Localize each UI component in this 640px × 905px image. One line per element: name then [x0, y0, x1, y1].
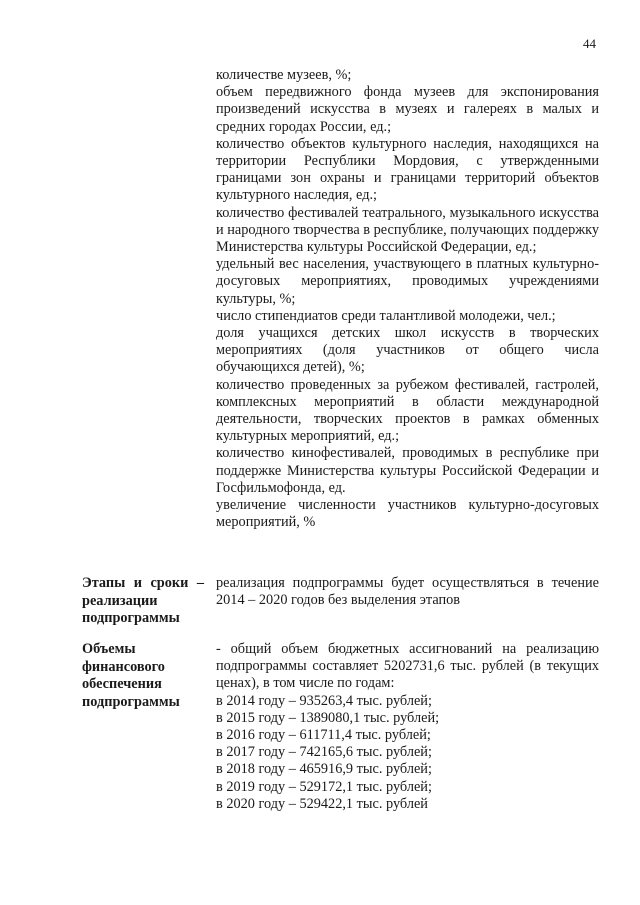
indicators-list	[216, 67, 599, 531]
funding-label	[82, 641, 204, 711]
indicator-item: доля учащихся детских школ искусств в творческих мероприятиях (доля участников от общего числа обучающихся детей), %;	[216, 325, 599, 376]
funding-label-line: обеспечения	[82, 676, 162, 692]
stages-label-line: реализации	[82, 592, 158, 609]
indicator-item: количестве музеев, %;	[216, 67, 352, 83]
indicator-item: число стипендиатов среди талантливой молодежи, чел.;	[216, 307, 556, 324]
indicator-item: увеличение численности участников культурно-досуговых мероприятий, %	[216, 497, 599, 531]
page-number: 44	[583, 36, 596, 51]
stages-label	[82, 575, 204, 628]
indicator-item: удельный вес населения, участвующего в платных культурно-досуговых мероприятиях, проводимых учреждениями культуры, %;	[216, 256, 599, 307]
stages-label-line: подпрограммы	[82, 610, 180, 626]
funding-label-line: финансового	[82, 658, 165, 675]
stages-label-line: Этапы и сроки –	[82, 575, 204, 591]
indicator-item: количество кинофестивалей, проводимых в республике при поддержке Министерства культуры Российской Федерации и Госфильмофонда, ед.	[216, 445, 599, 496]
funding-year-item: в 2019 году – 529172,1 тыс. рублей;	[216, 778, 432, 795]
stages-row	[82, 575, 599, 635]
funding-label-line: Объемы	[82, 641, 136, 657]
indicator-item: количество фестивалей театрального, музыкального искусства и народного творчества в республике, получающих поддержку Министерства культуры Российской Федерации, ед.;	[216, 204, 599, 256]
indicator-item: количество проведенных за рубежом фестивалей, гастролей, комплексных мероприятий в области международной деятельности, творческих проектов в рамках обменных культурных мероприятий, ед.;	[216, 376, 599, 445]
funding-year-item: в 2020 году – 529422,1 тыс. рублей	[216, 795, 428, 812]
funding-value	[216, 641, 599, 813]
funding-year-item: в 2016 году – 611711,4 тыс. рублей;	[216, 727, 431, 744]
stages-text: реализация подпрограммы будет осуществляться в течение 2014 – 2020 годов без выделения этапов	[216, 575, 599, 609]
funding-year-item: в 2015 году – 1389080,1 тыс. рублей;	[216, 709, 440, 726]
funding-year-item: в 2014 году – 935263,4 тыс. рублей;	[216, 692, 432, 709]
funding-label-line: подпрограммы	[82, 693, 180, 710]
funding-row	[82, 641, 599, 851]
stages-value	[216, 575, 599, 609]
funding-year-item: в 2018 году – 465916,9 тыс. рублей;	[216, 761, 432, 778]
funding-intro: - общий объем бюджетных ассигнований на реализацию подпрограммы составляет 5202731,6 тыс. рублей (в текущих ценах), в том числе по годам:	[216, 641, 599, 692]
indicator-item: объем передвижного фонда музеев для экспонирования произведений искусства в музеях и галереях в малых и средних городах России, ед.;	[216, 84, 599, 135]
indicator-item: количество объектов культурного наследия, находящихся на территории Республики Мордовия, с утвержденными границами зон охраны и границами территорий объектов культурного наследия, ед.;	[216, 135, 599, 204]
funding-year-item: в 2017 году – 742165,6 тыс. рублей;	[216, 744, 432, 761]
